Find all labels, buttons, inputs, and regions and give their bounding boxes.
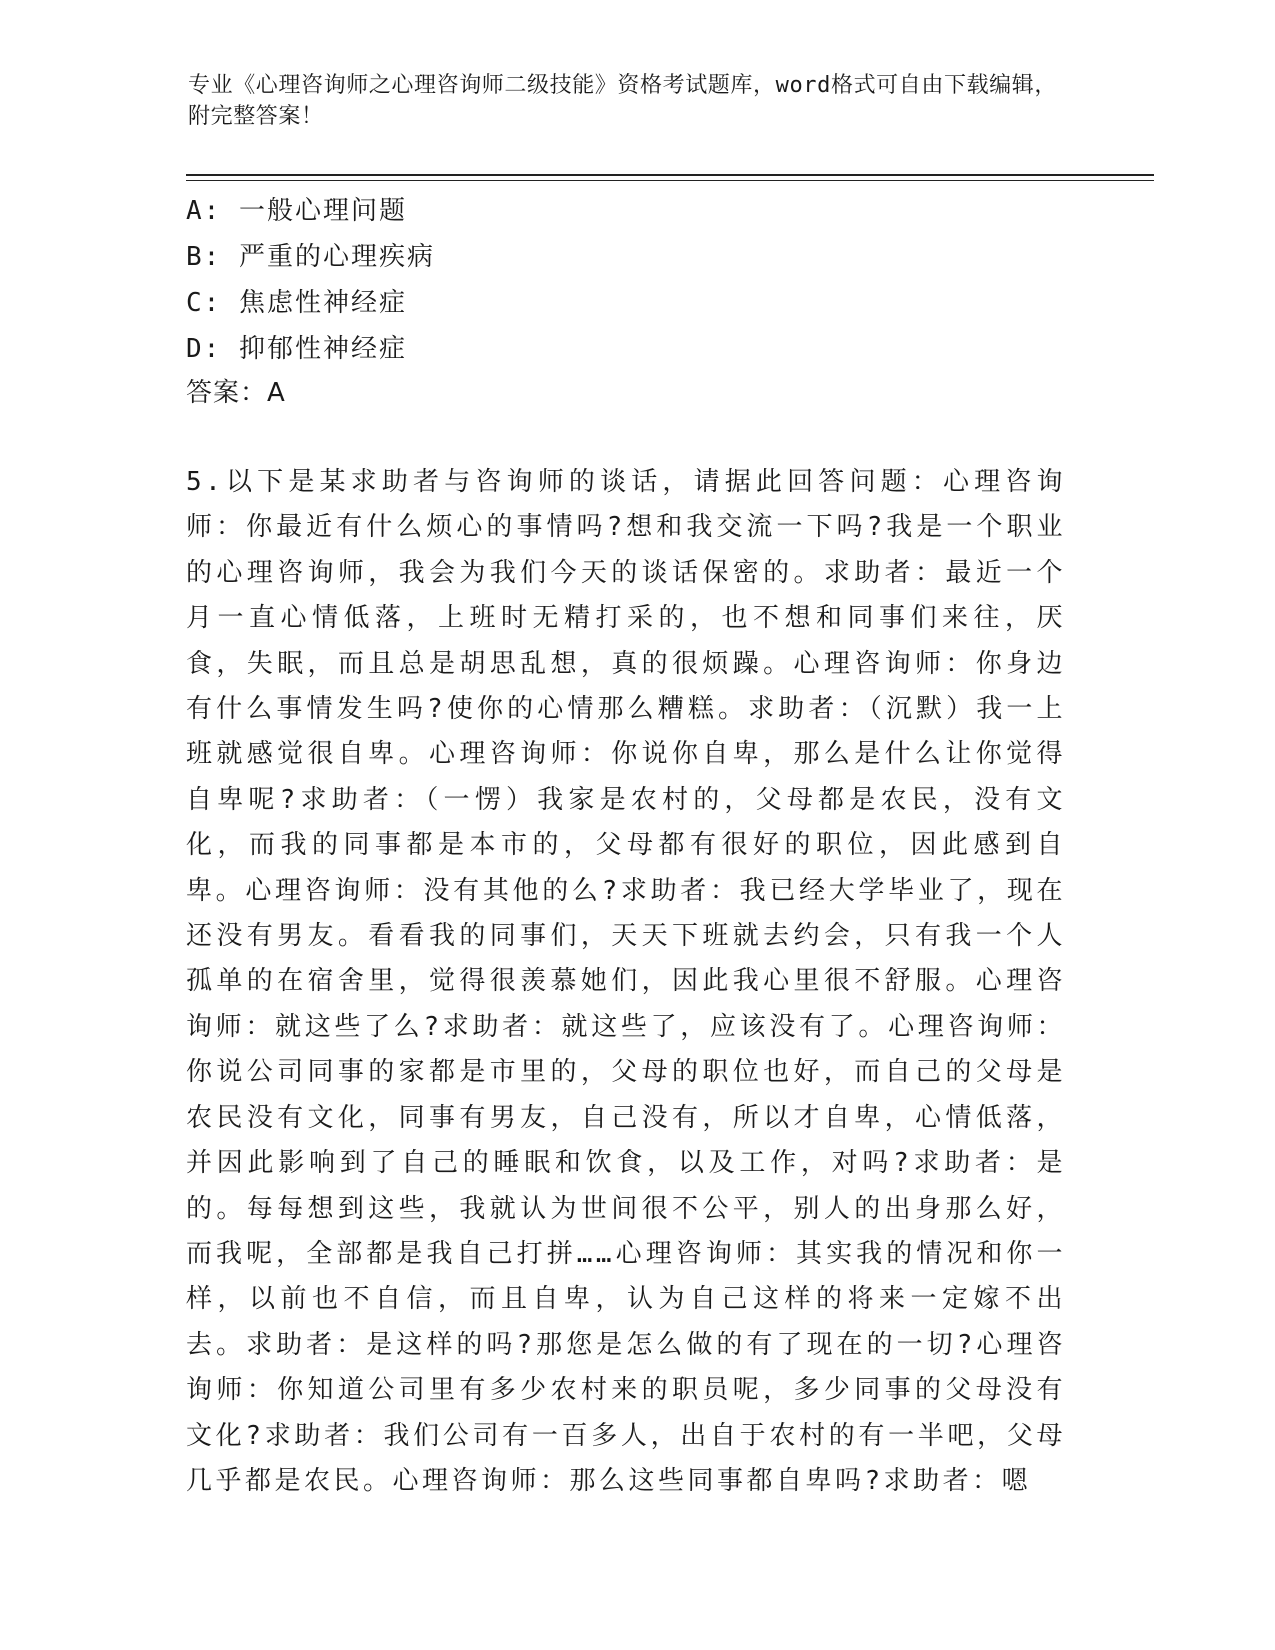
answer-line: 答案：A [186, 378, 286, 408]
option-a [186, 188, 1086, 234]
option-text: 焦虑性神经症 [238, 288, 407, 318]
option-text: 一般心理问题 [238, 196, 407, 226]
header-divider-thick [186, 174, 1154, 176]
answer-options [186, 188, 1086, 372]
option-label: C: [186, 288, 222, 318]
option-label: D: [186, 334, 222, 364]
option-label: A: [186, 196, 222, 226]
option-b [186, 234, 1086, 280]
page-header: 专业《心理咨询师之心理咨询师二级技能》资格考试题库，word格式可自由下载编辑，附完整答案！ [188, 73, 1057, 129]
option-c [186, 280, 1086, 326]
option-d [186, 326, 1086, 372]
option-text: 抑郁性神经症 [238, 334, 407, 364]
question-5-text: 5.以下是某求助者与咨询师的谈话，请据此回答问题：心理咨询师：你最近有什么烦心的事情吗?想和我交流一下吗?我是一个职业的心理咨询师，我会为我们今天的谈话保密的。求助者：最近一个月一直心情低落，上班时无精打采的，也不想和同事们来往，厌食，失眠，而且总是胡思乱想，真的很烦躁。心理咨询师：你身边有什么事情发生吗?使你的心情那么糟糕。求助者：（沉默）我一上班就感觉很自卑。心理咨询师：你说你自卑，那么是什么让你觉得自卑呢?求助者：（一愣）我家是农村的，父母都是农民，没有文化，而我的同事都是本市的，父母都有很好的职位，因此感到自卑。心理咨询师：没有其他的么?求助者：我已经大学毕业了，现在还没有男友。看看我的同事们，天天下班就去约会，只有我一个人孤单的在宿舍里，觉得很羡慕她们，因此我心里很不舒服。心理咨询师：就这些了么?求助者：就这些了，应该没有了。心理咨询师：你说公司同事的家都是市里的，父母的职位也好，而自己的父母是农民没有文化，同事有男友，自己没有，所以才自卑，心情低落，并因此影响到了自己的睡眠和饮食，以及工作，对吗?求助者：是的。每每想到这些，我就认为世间很不公平，别人的出身那么好，而我呢，全部都是我自己打拼……心理咨询师：其实我的情况和你一样，以前也不自信，而且自卑，认为自己这样的将来一定嫁不出去。求助者：是这样的吗?那您是怎么做的有了现在的一切?心理咨询师：你知道公司里有多少农村来的职员呢，多少同事的父母没有文化?求助者：我们公司有一百多人，出自于农村的有一半吧，父母几乎都是农民。心理咨询师：那么这些同事都自卑吗?求助者：嗯 [186, 467, 1066, 1496]
option-label: B: [186, 242, 222, 272]
option-text: 严重的心理疾病 [238, 242, 435, 272]
header-divider-thin [186, 180, 1154, 181]
